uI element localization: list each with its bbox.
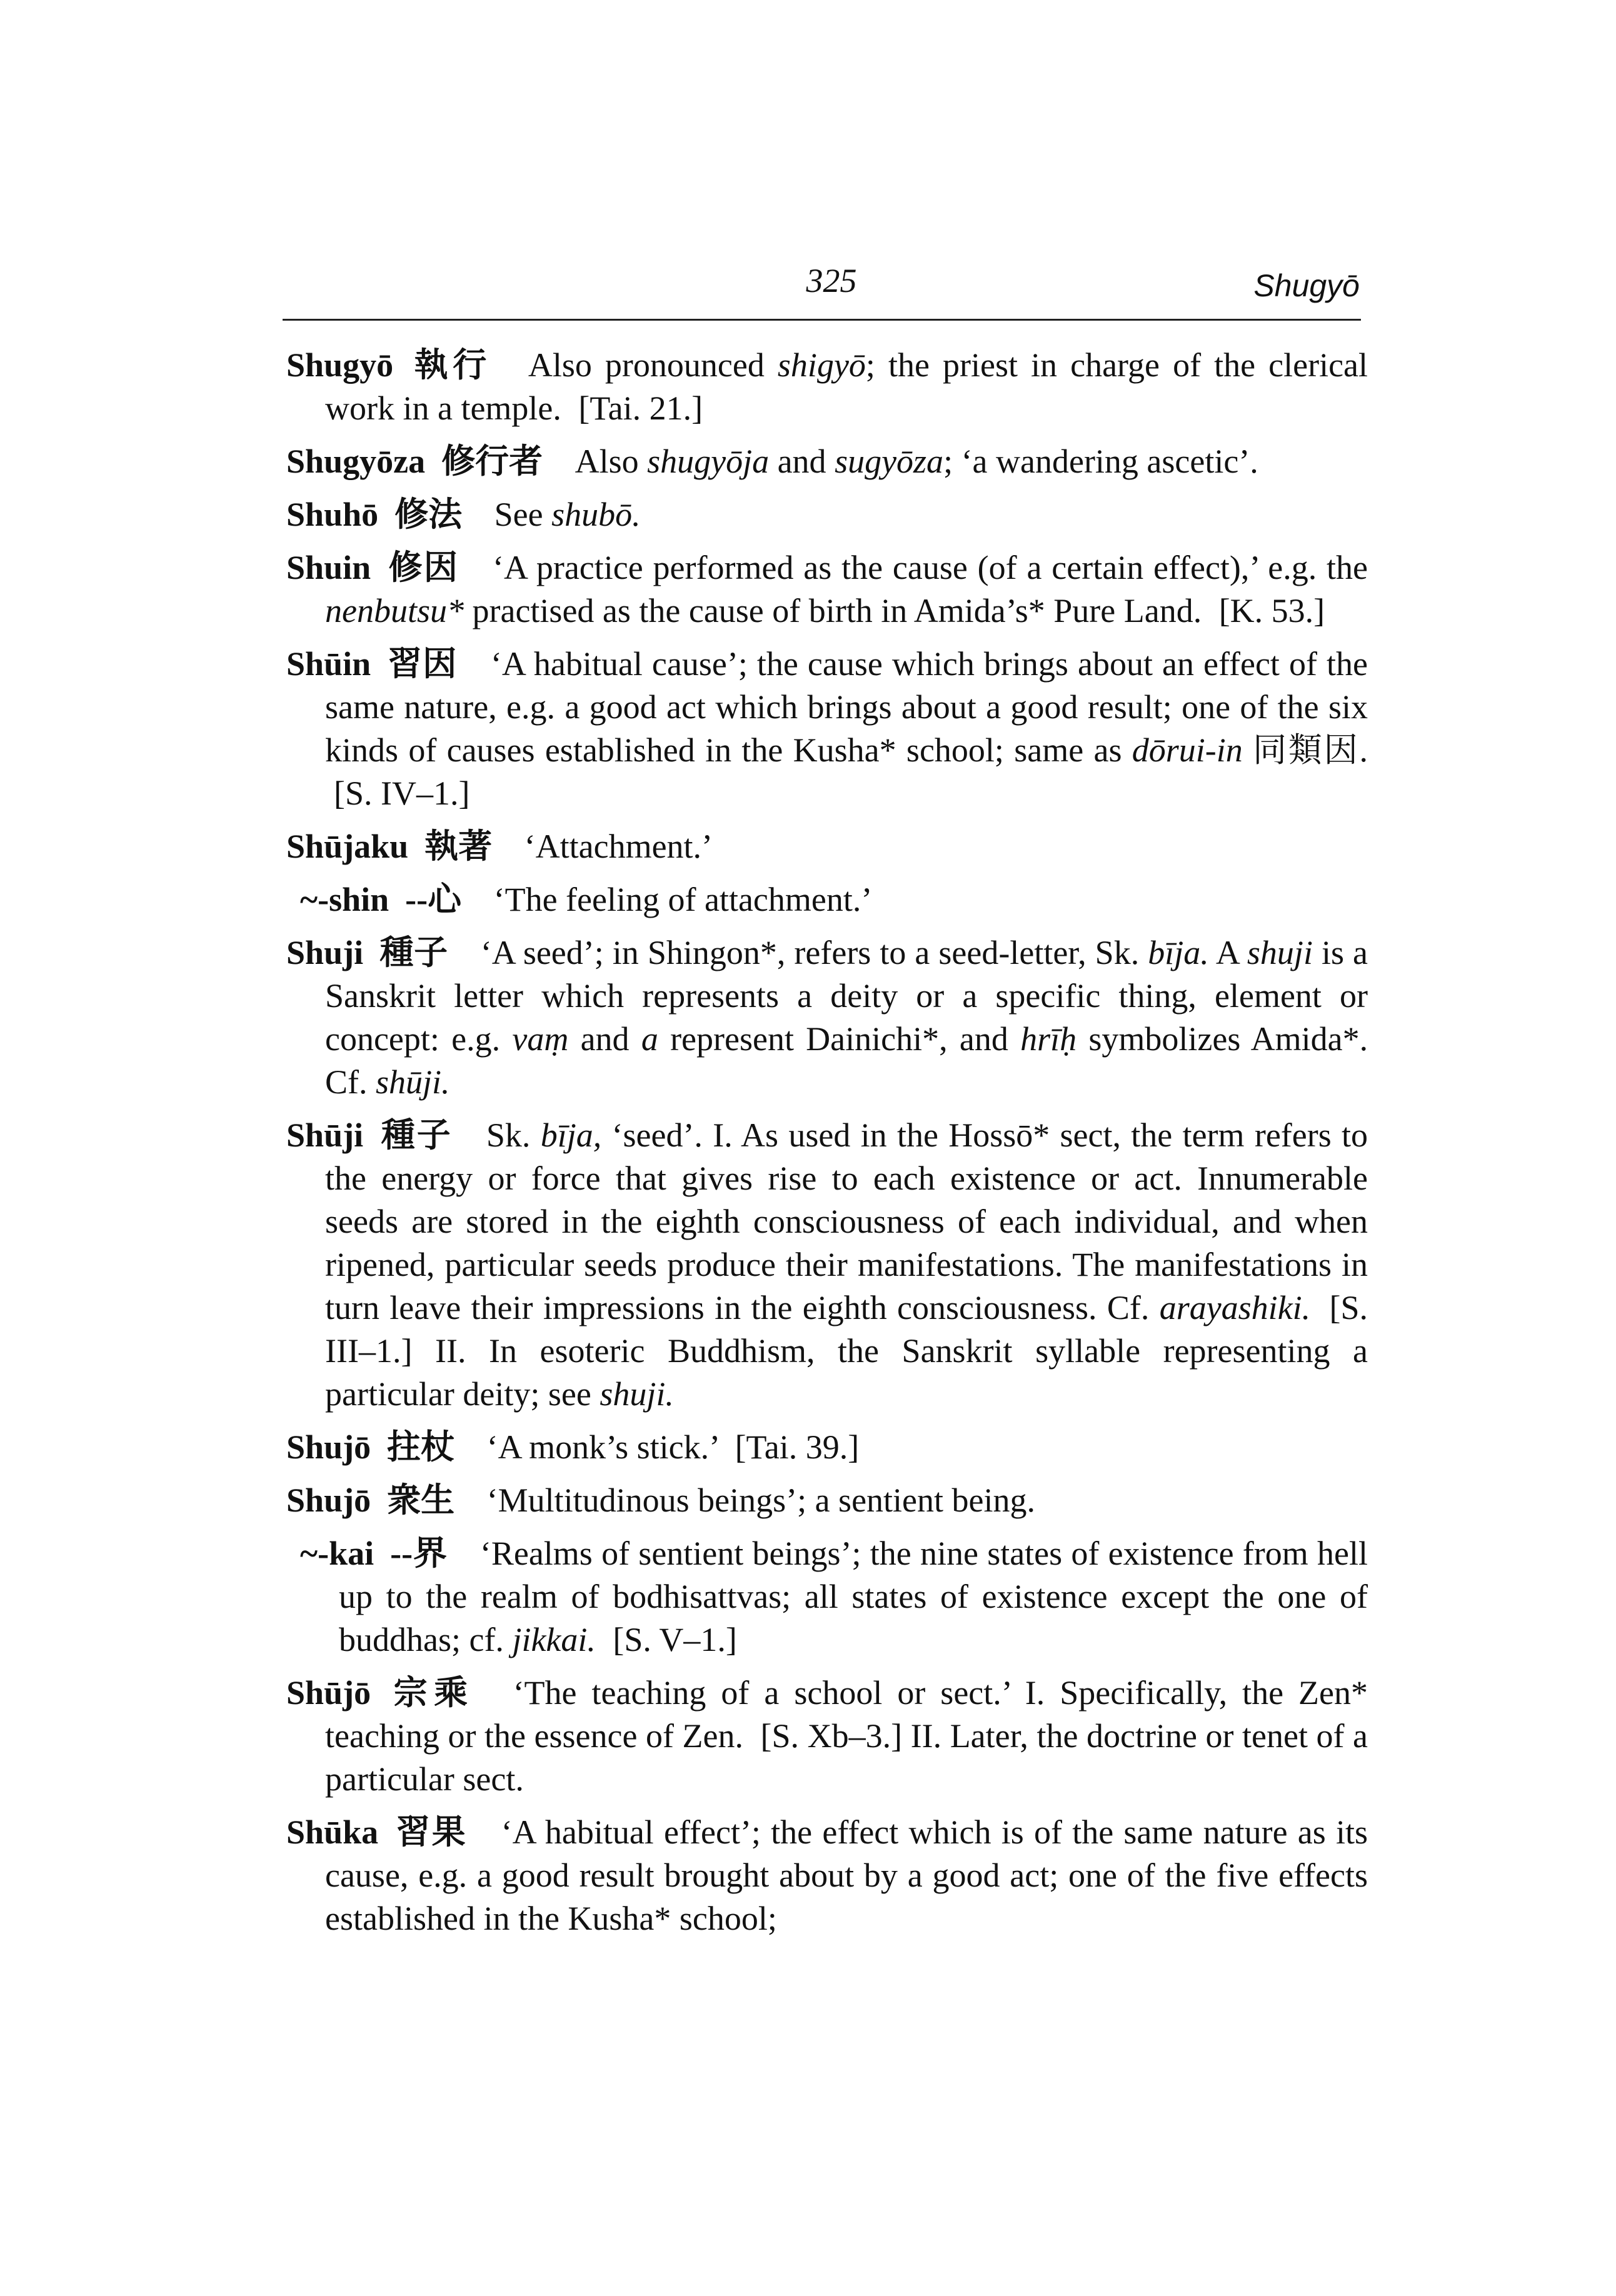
entry-text: ; the priest in charge of the clerical work in a temple. bbox=[325, 346, 1368, 427]
entry-reference: [S. IV–1.] bbox=[334, 775, 470, 812]
entry-text: symbolizes Amida*. Cf. bbox=[325, 1020, 1368, 1101]
entry-shujo-kai bbox=[300, 1532, 1368, 1662]
entry-italic-term: arayashiki. bbox=[1159, 1289, 1311, 1326]
entry-text: Also bbox=[575, 443, 639, 480]
entry-text: and bbox=[580, 1020, 630, 1058]
entry-text: See bbox=[494, 496, 543, 533]
entry-kanji: 修法 bbox=[394, 496, 463, 533]
entry-italic-term: a bbox=[641, 1020, 658, 1058]
entry-italic-term: bīja. bbox=[1148, 934, 1209, 971]
header-rule bbox=[283, 319, 1361, 321]
entry-headword: Shuhō bbox=[286, 496, 379, 533]
entry-headword: Shuji bbox=[286, 934, 364, 971]
entry-kanji: --界 bbox=[390, 1535, 448, 1572]
entry-inline-kanji: 同類因. bbox=[1253, 731, 1368, 769]
entry-italic-term: sugyōza bbox=[835, 443, 944, 480]
dictionary-entries bbox=[286, 344, 1368, 1950]
entry-reference: [K. 53.] bbox=[1218, 592, 1325, 629]
entry-reference: [Tai. 39.] bbox=[735, 1428, 860, 1466]
entry-headword: ~-kai bbox=[300, 1535, 374, 1572]
entry-text: represent Dainichi*, and bbox=[670, 1020, 1008, 1058]
entry-shujo-beings bbox=[286, 1479, 1368, 1522]
entry-text: ‘The feeling of attachment.’ bbox=[493, 881, 873, 918]
entry-italic-term: jikkai. bbox=[512, 1621, 596, 1658]
entry-kanji: 習果 bbox=[394, 1813, 468, 1851]
entry-headword: Shugyō bbox=[286, 346, 394, 384]
entry-reference: [S. Xb–3.] bbox=[760, 1717, 903, 1755]
entry-italic-term: shubō. bbox=[551, 496, 641, 533]
entry-text: is a Sanskrit letter which represents a deity or a specific thing, element or concept: e.g. bbox=[325, 934, 1368, 1058]
entry-text: ‘seed’. I. As used in the Hossō* sect, the term refers to the energy or force that gives rise to each existence or act. Innumerable seeds are stored in the eighth consciousness of each individual, and when ripened, particular seeds produce their manifestations. The manifestations in turn leave their impressions in the eighth consciousness. Cf. bbox=[325, 1116, 1368, 1326]
entry-kanji: 修因 bbox=[387, 549, 459, 586]
entry-shuka bbox=[286, 1811, 1368, 1940]
entry-text: ‘A monk’s stick.’ bbox=[486, 1428, 718, 1466]
entry-kanji: 宗乘 bbox=[387, 1674, 474, 1712]
entry-headword: Shūji bbox=[286, 1116, 364, 1154]
entry-headword: Shūin bbox=[286, 645, 371, 683]
entry-shugyo bbox=[286, 344, 1368, 430]
entry-shuin bbox=[286, 546, 1368, 633]
entry-text: II. Later, the doctrine or tenet of a particular sect. bbox=[325, 1717, 1368, 1798]
entry-shujo-stick bbox=[286, 1426, 1368, 1469]
entry-shujo-teaching bbox=[286, 1672, 1368, 1801]
entry-shuin-habitual bbox=[286, 643, 1368, 815]
entry-text: ‘Multitudinous beings’; a sentient being. bbox=[486, 1481, 1035, 1519]
entry-italic-term: shuji bbox=[1247, 934, 1313, 971]
entry-text: ‘A habitual effect’; the effect which is of the same nature as its cause, e.g. a good result brought about by a good act; one of the five effects established in the Kusha* school; bbox=[325, 1813, 1368, 1937]
entry-shugyoza bbox=[286, 440, 1368, 483]
entry-shujaku-shin bbox=[300, 878, 1368, 921]
entry-kanji: 執著 bbox=[424, 828, 493, 865]
entry-shuho bbox=[286, 493, 1368, 536]
entry-text: Also pronounced bbox=[528, 346, 765, 384]
entry-kanji: 種子 bbox=[379, 934, 448, 971]
entry-text: ‘Realms of sentient beings’; the nine states of existence from hell up to the realm of bodhisattvas; all states of existence except the one of buddhas; cf. bbox=[339, 1535, 1368, 1658]
entry-kanji: 拄杖 bbox=[387, 1428, 455, 1466]
entry-kanji: 衆生 bbox=[387, 1481, 455, 1519]
entry-italic-term: hrīḥ bbox=[1020, 1020, 1077, 1058]
entry-headword: Shugyōza bbox=[286, 443, 426, 480]
entry-italic-term: dōrui-in bbox=[1132, 731, 1243, 769]
entry-shujaku bbox=[286, 825, 1368, 868]
entry-reference: [S. III–1.] bbox=[325, 1289, 1368, 1370]
entry-text: ‘Attachment.’ bbox=[524, 828, 713, 865]
entry-shuji-seed bbox=[286, 1114, 1368, 1416]
entry-kanji: 習因 bbox=[387, 645, 458, 683]
entry-italic-term: shūji. bbox=[376, 1063, 450, 1101]
entry-headword: Shūjaku bbox=[286, 828, 409, 865]
entry-italic-term: bīja, bbox=[540, 1116, 602, 1154]
entry-reference: [S. V–1.] bbox=[613, 1621, 737, 1658]
entry-kanji: 執行 bbox=[409, 346, 491, 384]
entry-headword: Shuin bbox=[286, 549, 371, 586]
entry-text: ‘The teaching of a school or sect.’ I. Specifically, the Zen* teaching or the essence of Zen. bbox=[325, 1674, 1368, 1755]
entry-headword: Shujō bbox=[286, 1481, 371, 1519]
entry-headword: ~-shin bbox=[300, 881, 389, 918]
entry-italic-term: shigyō bbox=[777, 346, 866, 384]
entry-text: practised as the cause of birth in Amida’s* Pure Land. bbox=[472, 592, 1202, 629]
entry-text: Sk. bbox=[486, 1116, 531, 1154]
entry-italic-term: vaṃ bbox=[512, 1020, 569, 1058]
entry-italic-term: shuji. bbox=[600, 1375, 674, 1413]
entry-kanji: 修行者 bbox=[441, 443, 543, 480]
entry-text: and bbox=[777, 443, 826, 480]
running-head: Shugyō bbox=[1253, 268, 1360, 303]
entry-text: A bbox=[1215, 934, 1238, 971]
entry-kanji: --心 bbox=[405, 881, 462, 918]
entry-headword: Shūjō bbox=[286, 1674, 371, 1712]
entry-reference: [Tai. 21.] bbox=[578, 389, 703, 427]
entry-italic-term: nenbutsu* bbox=[325, 592, 464, 629]
entry-headword: Shūka bbox=[286, 1813, 379, 1851]
entry-shuji bbox=[286, 931, 1368, 1104]
entry-headword: Shujō bbox=[286, 1428, 371, 1466]
entry-text: ; ‘a wandering ascetic’. bbox=[943, 443, 1258, 480]
entry-text: II. In esoteric Buddhism, the Sanskrit syllable representing a particular deity; see bbox=[325, 1332, 1368, 1413]
entry-text: ‘A practice performed as the cause (of a certain effect),’ e.g. the bbox=[493, 549, 1368, 586]
page-number: 325 bbox=[806, 262, 857, 299]
entry-text: ‘A seed’; in Shingon*, refers to a seed-letter, Sk. bbox=[480, 934, 1140, 971]
entry-italic-term: shugyōja bbox=[647, 443, 770, 480]
entry-kanji: 種子 bbox=[379, 1116, 453, 1154]
entry-text: ‘A habitual cause’; the cause which brings about an effect of the same nature, e.g. a good act which brings about a good result; one of the six kinds of causes established in the Kusha* school; same as bbox=[325, 645, 1368, 769]
